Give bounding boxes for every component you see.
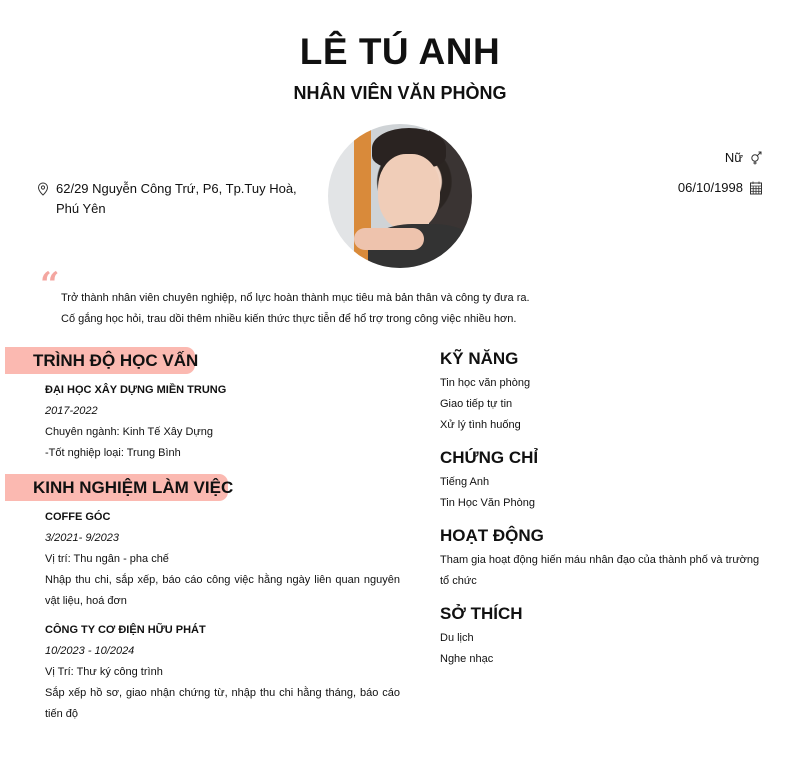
gender [725,148,763,168]
certificates-heading: CHỨNG CHỈ [440,448,539,467]
skills-section [440,349,770,436]
dob-text: 06/10/1998 [677,180,743,195]
job-description: Sắp xếp hồ sơ, giao nhận chứng từ, nhập thu chi hằng tháng, báo cáo tiến độ [45,687,400,720]
objective-line: Trở thành nhân viên chuyên nghiệp, nổ lực hoàn thành mục tiêu mà bản thân và công ty đưa ra. [61,292,530,304]
education-entry [45,380,400,464]
education-period: 2017-2022 [45,405,98,417]
job-position: Vị trí: Thu ngân - pha chế [45,553,169,565]
hobby-item: Nghe nhạc [440,653,494,665]
company-name: CÔNG TY CƠ ĐIỆN HỮU PHÁT [45,624,206,636]
candidate-name: LÊ TÚ ANH [299,31,501,72]
activity-item: Tham gia hoạt động hiến máu nhân đạo của thành phố và trường tổ chức [440,554,760,587]
location-pin-icon [36,182,50,196]
certificates-section [440,448,770,514]
right-column [440,349,770,682]
hobbies-section [440,604,770,670]
activities-section [440,526,770,592]
address [36,179,306,219]
job-position: Vị Trí: Thư ký công trình [45,666,163,678]
skills-heading: KỸ NĂNG [440,349,519,368]
job-entry [45,507,400,612]
job-title: NHÂN VIÊN VĂN PHÒNG [293,83,507,103]
address-text: 62/29 Nguyễn Công Trứ, P6, Tp.Tuy Hoà, Phú Yên [56,181,297,216]
skill-item: Tin học văn phòng [440,377,531,389]
date-of-birth [678,178,763,198]
left-column [0,347,420,725]
school-name: ĐẠI HỌC XÂY DỰNG MIỀN TRUNG [45,384,227,396]
hobbies-heading: SỞ THÍCH [440,604,523,623]
skill-item: Xử lý tình huống [440,419,521,431]
calendar-icon [749,181,763,195]
education-heading: TRÌNH ĐỘ HỌC VẤN [5,347,195,374]
gender-icon [749,151,763,165]
profile-photo [328,124,472,268]
gender-text: Nữ [724,150,743,165]
activities-heading: HOẠT ĐỘNG [440,526,544,545]
skill-item: Giao tiếp tự tin [440,398,513,410]
hobby-item: Du lịch [440,632,474,644]
job-period: 10/2023 - 10/2024 [45,645,135,657]
objective-line: Cố gắng học hỏi, trau dồi thêm nhiều kiến thức thực tiễn để hổ trợ trong công việc nhiều hơn. [61,313,517,325]
job-period: 3/2021- 9/2023 [45,532,120,544]
certificate-item: Tiếng Anh [440,476,490,488]
major: Chuyên ngành: Kinh Tế Xây Dựng [45,426,213,438]
experience-heading: KINH NGHIỆM LÀM VIỆC [5,474,228,501]
certificate-item: Tin Học Văn Phòng [440,497,535,509]
company-name: COFFE GÓC [45,511,111,523]
grade: -Tốt nghiệp loại: Trung Bình [45,447,181,459]
job-description: Nhập thu chi, sắp xếp, báo cáo công việc hằng ngày liên quan nguyên vật liệu, hoá đơn [45,574,400,607]
job-entry [45,620,400,725]
quote-icon: “ [40,270,60,290]
